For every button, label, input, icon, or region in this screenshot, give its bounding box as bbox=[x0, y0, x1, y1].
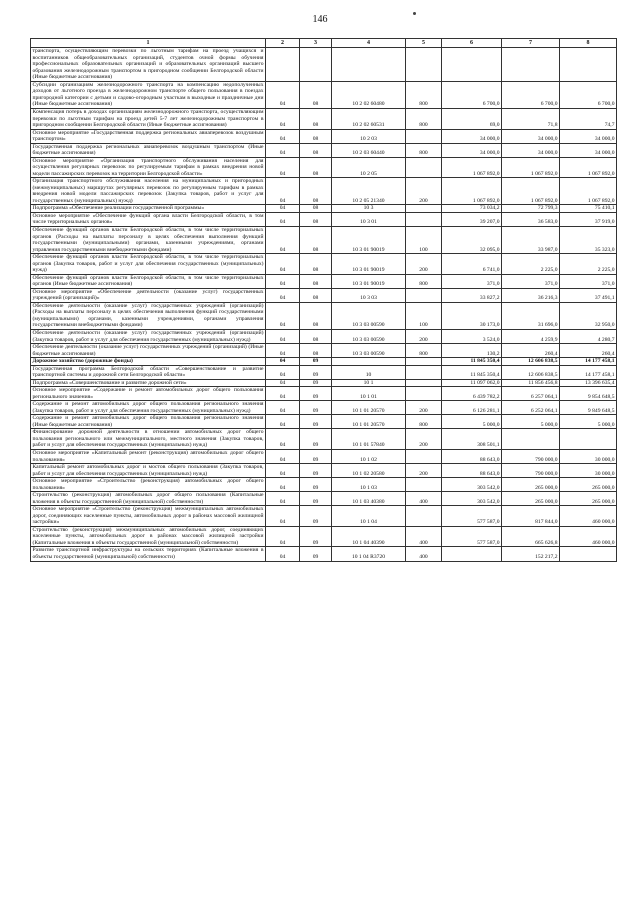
amount-year1-cell: 34 000,0 bbox=[442, 143, 502, 157]
expense-type-cell bbox=[406, 358, 442, 366]
table-row bbox=[31, 379, 617, 387]
expense-type-cell: 800 bbox=[406, 108, 442, 129]
expense-type-cell bbox=[406, 379, 442, 387]
amount-year1-cell: 1 067 892,0 bbox=[442, 178, 502, 205]
header-col-3: 3 bbox=[300, 39, 332, 48]
subsection-code-cell: 09 bbox=[300, 358, 332, 366]
table-row bbox=[31, 387, 617, 401]
amount-year1-cell: 303 542,0 bbox=[442, 492, 502, 506]
amount-year3-cell: 9 854 648,5 bbox=[560, 387, 617, 401]
amount-year3-cell bbox=[560, 429, 617, 450]
row-name-cell: Основное мероприятие «Содержание и ремонт автомобильных дорог общего пользования регионального значения» bbox=[32, 387, 264, 400]
expense-type-cell bbox=[406, 157, 442, 178]
amount-year1-cell: 39 207,0 bbox=[442, 212, 502, 226]
amount-year1-cell: 371,0 bbox=[442, 274, 502, 288]
target-article-cell: 10 1 02 20580 bbox=[332, 464, 406, 478]
table-row bbox=[31, 178, 617, 205]
amount-year1-cell: 6 439 782,2 bbox=[442, 387, 502, 401]
row-name-cell: Организация транспортного обслуживания населения на муниципальных и пригородных (межмуниципальных) маршрутах регулярных перевозок по регулируемым тарифам в рамках внедрения новой модели пассажирских перевозок (Закупка товаров, работ и услуг для государственных (муниципальных) нужд) bbox=[32, 178, 264, 204]
expense-type-cell: 800 bbox=[406, 344, 442, 358]
expense-type-cell: 400 bbox=[406, 547, 442, 561]
amount-year3-cell: 2 225,0 bbox=[560, 254, 617, 275]
target-article-cell: 10 3 01 bbox=[332, 212, 406, 226]
amount-year1-cell: 6 126 281,1 bbox=[442, 401, 502, 415]
subsection-code-cell: 08 bbox=[300, 143, 332, 157]
expense-type-cell bbox=[406, 212, 442, 226]
header-col-2: 2 bbox=[266, 39, 300, 48]
amount-year2-cell: 152 217,2 bbox=[502, 547, 560, 561]
table-row bbox=[31, 329, 617, 343]
amount-year3-cell: 9 849 648,5 bbox=[560, 401, 617, 415]
section-code-cell: 04 bbox=[266, 429, 300, 450]
expense-type-cell bbox=[406, 478, 442, 492]
expense-type-cell: 200 bbox=[406, 401, 442, 415]
subsection-code-cell: 08 bbox=[300, 212, 332, 226]
amount-year1-cell: 577 587,0 bbox=[442, 506, 502, 527]
target-article-cell: 10 3 03 00590 bbox=[332, 329, 406, 343]
section-code-cell: 04 bbox=[266, 344, 300, 358]
subsection-code-cell: 08 bbox=[300, 129, 332, 143]
amount-year3-cell bbox=[560, 48, 617, 82]
target-article-cell: 10 1 03 bbox=[332, 478, 406, 492]
table-row bbox=[31, 365, 617, 379]
amount-year2-cell: 265 000,0 bbox=[502, 492, 560, 506]
subsection-code-cell: 09 bbox=[300, 379, 332, 387]
table-row bbox=[31, 143, 617, 157]
target-article-cell: 10 3 bbox=[332, 205, 406, 213]
row-name-cell: Обеспечение функций органов власти Белгородской области, в том числе территориальных органов (Расходы на выплаты персоналу в целях обеспечения выполнения функций государственными (муниципальными) органами, казенными учреждениями, органами управления государственными внебюджетными фондами) bbox=[32, 227, 264, 253]
amount-year1-cell: 11 845 350,4 bbox=[442, 365, 502, 379]
amount-year2-cell: 665 626,8 bbox=[502, 526, 560, 547]
amount-year3-cell: 75 410,1 bbox=[560, 205, 617, 213]
target-article-cell: 10 3 01 90019 bbox=[332, 227, 406, 254]
table-row bbox=[31, 227, 617, 254]
target-article-cell: 10 1 03 40380 bbox=[332, 492, 406, 506]
target-article-cell: 10 2 05 21340 bbox=[332, 178, 406, 205]
section-code-cell: 04 bbox=[266, 547, 300, 561]
amount-year3-cell: 460 000,0 bbox=[560, 526, 617, 547]
subsection-code-cell: 08 bbox=[300, 108, 332, 129]
row-name-cell: Развитие транспортной инфраструктуры на сельских территориях (Капитальные вложения в объекты государственной (муниципальной) собственности) bbox=[32, 547, 264, 560]
amount-year1-cell: 88 643,0 bbox=[442, 450, 502, 464]
subsection-code-cell: 09 bbox=[300, 450, 332, 464]
amount-year2-cell: 5 000,0 bbox=[502, 415, 560, 429]
amount-year3-cell: 265 000,0 bbox=[560, 492, 617, 506]
target-article-cell: 10 1 01 57840 bbox=[332, 429, 406, 450]
expense-type-cell: 200 bbox=[406, 429, 442, 450]
amount-year2-cell: 6 252 064,1 bbox=[502, 401, 560, 415]
subsection-code-cell: 09 bbox=[300, 415, 332, 429]
table-row bbox=[31, 157, 617, 178]
section-code-cell: 04 bbox=[266, 415, 300, 429]
row-name-cell: Строительство (реконструкция) межмуниципальных автомобильных дорог, соединяющих населенные пункты, автомобильных дорог в районах массовой жилищной застройки (Капитальные вложения в объекты государственной (муниципальной) собственности) bbox=[32, 526, 264, 546]
expense-type-cell: 200 bbox=[406, 464, 442, 478]
row-name-cell: Подпрограмма «Обеспечение реализации государственной программы» bbox=[31, 205, 266, 213]
amount-year2-cell: 4 259,9 bbox=[502, 329, 560, 343]
row-name-cell: Основное мероприятие «Организация транспортного обслуживания населения для осуществления регулярных перевозок по регулируемым тарифам в рамках внедрения новой модели пассажирских перевозок на территории Белгородской области» bbox=[32, 157, 264, 177]
row-name-cell: Основное мероприятие «Капитальный ремонт (реконструкция) автомобильных дорог общего пользования» bbox=[32, 450, 264, 463]
subsection-code-cell: 09 bbox=[300, 387, 332, 401]
amount-year3-cell: 265 000,0 bbox=[560, 478, 617, 492]
subsection-code-cell: 09 bbox=[300, 429, 332, 450]
amount-year1-cell: 6 700,0 bbox=[442, 81, 502, 108]
amount-year2-cell: 1 067 892,0 bbox=[502, 157, 560, 178]
target-article-cell bbox=[332, 48, 406, 82]
amount-year3-cell: 14 177 458,1 bbox=[560, 365, 617, 379]
amount-year2-cell: 33 987,0 bbox=[502, 227, 560, 254]
amount-year3-cell: 460 000,0 bbox=[560, 506, 617, 527]
row-name-cell: Обеспечение функций органов власти Белгородской области, в том числе территориальных органов (Иные бюджетные ассигнования) bbox=[32, 274, 264, 288]
row-name-cell: Основное мероприятие «Строительство (реконструкция) автомобильных дорог общего пользования» bbox=[32, 478, 264, 491]
budget-table-container bbox=[30, 38, 616, 562]
target-article-cell: 10 3 03 00590 bbox=[332, 302, 406, 329]
table-row bbox=[31, 450, 617, 464]
row-name-cell: Подпрограмма «Совершенствование и развитие дорожной сети» bbox=[31, 379, 266, 387]
amount-year2-cell: 371,0 bbox=[502, 274, 560, 288]
amount-year2-cell: 72 799,3 bbox=[502, 205, 560, 213]
table-row bbox=[31, 415, 617, 429]
table-row bbox=[31, 464, 617, 478]
table-row bbox=[31, 429, 617, 450]
header-col-4: 4 bbox=[332, 39, 406, 48]
row-name-cell: Основное мероприятие «Обеспечение деятельности (оказание услуг) государственных учреждений (организаций)» bbox=[32, 288, 264, 302]
amount-year1-cell: 577 587,0 bbox=[442, 526, 502, 547]
amount-year1-cell: 5 000,0 bbox=[442, 415, 502, 429]
section-code-cell: 04 bbox=[266, 143, 300, 157]
table-row bbox=[31, 274, 617, 288]
section-code-cell: 04 bbox=[266, 129, 300, 143]
subsection-code-cell: 08 bbox=[300, 178, 332, 205]
table-row bbox=[31, 401, 617, 415]
header-row bbox=[31, 39, 617, 48]
table-row bbox=[31, 492, 617, 506]
section-code-cell: 04 bbox=[266, 329, 300, 343]
subsection-code-cell: 09 bbox=[300, 401, 332, 415]
table-row bbox=[31, 547, 617, 561]
section-code-cell: 04 bbox=[266, 358, 300, 366]
amount-year2-cell: 2 225,0 bbox=[502, 254, 560, 275]
amount-year2-cell: 817 844,0 bbox=[502, 506, 560, 527]
section-code-cell: 04 bbox=[266, 302, 300, 329]
table-row bbox=[31, 288, 617, 302]
section-code-cell: 04 bbox=[266, 506, 300, 527]
table-row bbox=[31, 254, 617, 275]
section-code-cell: 04 bbox=[266, 492, 300, 506]
section-code-cell: 04 bbox=[266, 254, 300, 275]
target-article-cell: 10 3 01 90019 bbox=[332, 274, 406, 288]
expense-type-cell bbox=[406, 129, 442, 143]
amount-year3-cell: 260,4 bbox=[560, 344, 617, 358]
target-article-cell: 10 1 01 20570 bbox=[332, 415, 406, 429]
table-row bbox=[31, 48, 617, 82]
row-name-cell: Обеспечение деятельности (оказание услуг) государственных учреждений (организаций) (Закупка товаров, работ и услуг для обеспечения государственных (муниципальных) нужд) bbox=[32, 329, 264, 343]
target-article-cell: 10 2 02 60531 bbox=[332, 108, 406, 129]
section-code-cell: 04 bbox=[266, 450, 300, 464]
amount-year3-cell: 14 177 458,1 bbox=[560, 358, 617, 366]
amount-year2-cell bbox=[502, 48, 560, 82]
section-code-cell: 04 bbox=[266, 365, 300, 379]
row-name-cell: Государственная поддержка региональных авиаперевозок воздушным транспортом (Иные бюджетные ассигнования) bbox=[32, 143, 264, 157]
row-name-cell: транспорта, осуществляющим перевозки по льготным тарифам на проезд учащихся и воспитанников общеобразовательных организаций, студентов очной формы обучения профессиональных образовательных организаций и образовательных организаций высшего образования железнодорожным транспортом в пригородном сообщении Белгородской области (Иные бюджетные ассигнования) bbox=[32, 48, 264, 81]
amount-year1-cell bbox=[442, 48, 502, 82]
amount-year2-cell: 36 216,3 bbox=[502, 288, 560, 302]
amount-year3-cell: 35 323,0 bbox=[560, 227, 617, 254]
target-article-cell: 10 3 03 bbox=[332, 288, 406, 302]
target-article-cell: 10 1 01 20570 bbox=[332, 401, 406, 415]
row-name-cell: Обеспечение функций органов власти Белгородской области, в том числе территориальных органов (Закупка товаров, работ и услуг для обеспечения государственных (муниципальных) нужд) bbox=[32, 254, 264, 274]
amount-year3-cell: 4 280,7 bbox=[560, 329, 617, 343]
expense-type-cell bbox=[406, 365, 442, 379]
table-row bbox=[31, 506, 617, 527]
target-article-cell: 10 3 01 90019 bbox=[332, 254, 406, 275]
subsection-code-cell: 08 bbox=[300, 274, 332, 288]
amount-year1-cell: 1 067 892,0 bbox=[442, 157, 502, 178]
target-article-cell: 10 bbox=[332, 365, 406, 379]
target-article-cell: 10 1 04 40390 bbox=[332, 526, 406, 547]
amount-year2-cell: 11 856 456,8 bbox=[502, 379, 560, 387]
section-code-cell: 04 bbox=[266, 401, 300, 415]
amount-year1-cell: 34 000,0 bbox=[442, 129, 502, 143]
section-code-cell: 04 bbox=[266, 464, 300, 478]
subsection-code-cell: 09 bbox=[300, 506, 332, 527]
row-name-cell: Основное мероприятие «Обеспечение функций органа власти Белгородской области, в том числе территориальных органов» bbox=[32, 212, 264, 226]
amount-year2-cell: 265 000,0 bbox=[502, 478, 560, 492]
expense-type-cell bbox=[406, 387, 442, 401]
amount-year2-cell: 6 257 064,1 bbox=[502, 387, 560, 401]
amount-year3-cell: 30 000,0 bbox=[560, 464, 617, 478]
subsection-code-cell: 08 bbox=[300, 302, 332, 329]
subsection-code-cell: 09 bbox=[300, 492, 332, 506]
section-code-cell: 04 bbox=[266, 108, 300, 129]
amount-year1-cell bbox=[442, 547, 502, 561]
subsection-code-cell: 08 bbox=[300, 288, 332, 302]
section-code-cell: 04 bbox=[266, 288, 300, 302]
table-row bbox=[31, 212, 617, 226]
amount-year2-cell: 34 000,0 bbox=[502, 143, 560, 157]
subsection-code-cell: 09 bbox=[300, 464, 332, 478]
row-name-cell: Субсидии организациям железнодорожного транспорта на компенсацию недополученных доходов от льготного проезда в железнодорожном транспорте общего пользования в поездах пригородной категории с детьми и садово-огородным участкам в выходные и праздничные дни (Иные бюджетные ассигнования) bbox=[32, 81, 264, 108]
amount-year1-cell: 33 827,2 bbox=[442, 288, 502, 302]
amount-year2-cell: 6 700,0 bbox=[502, 81, 560, 108]
row-name-cell: Компенсация потерь в доходах организациям железнодорожного транспорта, осуществляющим перевозки по льготным тарифам на проезд детей 5-7 лет железнодорожным транспортом в пригородном сообщении Белгородской области (Иные бюджетные ассигнования) bbox=[32, 108, 264, 129]
row-name-cell: Содержание и ремонт автомобильных дорог общего пользования регионального значения (Закупка товаров, работ и услуг для обеспечения государственных (муниципальных) нужд) bbox=[32, 401, 264, 414]
row-name-cell: Строительство (реконструкция) автомобильных дорог общего пользования (Капитальные вложения в объекты государственной (муниципальной) собственности) bbox=[32, 492, 264, 505]
amount-year2-cell: 71,8 bbox=[502, 108, 560, 129]
header-col-8: 8 bbox=[560, 39, 617, 48]
table-row bbox=[31, 344, 617, 358]
expense-type-cell: 400 bbox=[406, 526, 442, 547]
amount-year3-cell: 1 067 892,0 bbox=[560, 178, 617, 205]
row-name-cell: Основное мероприятие «Строительство (реконструкция) межмуниципальных автомобильных дорог, соединяющих населенные пункты, автомобильных дорог в районах массовой жилищной застройки» bbox=[32, 506, 264, 526]
section-code-cell: 04 bbox=[266, 227, 300, 254]
section-code-cell: 04 bbox=[266, 379, 300, 387]
expense-type-cell: 800 bbox=[406, 415, 442, 429]
header-col-5: 5 bbox=[406, 39, 442, 48]
page-number: 146 bbox=[312, 14, 328, 25]
amount-year3-cell: 5 000,0 bbox=[560, 415, 617, 429]
expense-type-cell: 800 bbox=[406, 143, 442, 157]
amount-year1-cell: 3 524,0 bbox=[442, 329, 502, 343]
row-name-cell: Финансирование дорожной деятельности в отношении автомобильных дорог общего пользования регионального или межмуниципального, местного значения (Закупка товаров, работ и услуг для обеспечения государственных (муниципальных) нужд) bbox=[32, 429, 264, 449]
row-name-cell: Государственная программа Белгородской области «Совершенствование и развитие транспортной системы и дорожной сети Белгородской области» bbox=[32, 365, 264, 379]
target-article-cell: 10 3 03 00590 bbox=[332, 344, 406, 358]
row-name-cell: Обеспечение деятельности (оказание услуг) государственных учреждений (организаций) (Расходы на выплаты персоналу в целях обеспечения выполнения функций государственными (муниципальными) органами, казенными учреждениями, органами управления государственными внебюджетными фондами) bbox=[32, 302, 264, 329]
expense-type-cell bbox=[406, 48, 442, 82]
section-code-cell: 04 bbox=[266, 212, 300, 226]
expense-type-cell: 800 bbox=[406, 274, 442, 288]
target-article-cell: 10 1 04 bbox=[332, 506, 406, 527]
target-article-cell bbox=[332, 358, 406, 366]
table-row bbox=[31, 526, 617, 547]
section-code-cell: 04 bbox=[266, 157, 300, 178]
subsection-code-cell: 08 bbox=[300, 329, 332, 343]
target-article-cell: 10 1 04 R3720 bbox=[332, 547, 406, 561]
amount-year2-cell: 790 000,0 bbox=[502, 464, 560, 478]
amount-year1-cell: 6 741,0 bbox=[442, 254, 502, 275]
expense-type-cell: 100 bbox=[406, 302, 442, 329]
table-row bbox=[31, 205, 617, 213]
amount-year2-cell: 260,4 bbox=[502, 344, 560, 358]
amount-year2-cell: 12 606 838,5 bbox=[502, 365, 560, 379]
table-row bbox=[31, 129, 617, 143]
amount-year1-cell: 32 095,0 bbox=[442, 227, 502, 254]
section-code-cell: 04 bbox=[266, 205, 300, 213]
row-name-cell: Обеспечение деятельности (оказание услуг) государственных учреждений (организаций) (Иные бюджетные ассигнования) bbox=[32, 344, 264, 357]
header-col-1: 1 bbox=[31, 39, 266, 48]
amount-year3-cell: 30 000,0 bbox=[560, 450, 617, 464]
target-article-cell: 10 2 05 bbox=[332, 157, 406, 178]
table-row bbox=[31, 358, 617, 366]
expense-type-cell bbox=[406, 506, 442, 527]
section-code-cell: 04 bbox=[266, 478, 300, 492]
section-code-cell: 04 bbox=[266, 178, 300, 205]
subsection-code-cell: 08 bbox=[300, 227, 332, 254]
subsection-code-cell: 08 bbox=[300, 205, 332, 213]
amount-year2-cell: 34 000,0 bbox=[502, 129, 560, 143]
expense-type-cell: 800 bbox=[406, 81, 442, 108]
amount-year1-cell: 30 173,0 bbox=[442, 302, 502, 329]
table-header bbox=[31, 39, 617, 48]
amount-year1-cell: 88 643,0 bbox=[442, 464, 502, 478]
row-name-cell: Дорожное хозяйство (дорожные фонды) bbox=[31, 358, 266, 366]
target-article-cell: 10 1 02 bbox=[332, 450, 406, 464]
amount-year2-cell: 36 583,0 bbox=[502, 212, 560, 226]
subsection-code-cell: 09 bbox=[300, 478, 332, 492]
table-row bbox=[31, 108, 617, 129]
subsection-code-cell: 08 bbox=[300, 344, 332, 358]
target-article-cell: 10 2 03 bbox=[332, 129, 406, 143]
header-col-6: 6 bbox=[442, 39, 502, 48]
amount-year3-cell: 37 491,1 bbox=[560, 288, 617, 302]
expense-type-cell: 200 bbox=[406, 254, 442, 275]
amount-year3-cell: 34 000,0 bbox=[560, 129, 617, 143]
amount-year1-cell: 73 034,2 bbox=[442, 205, 502, 213]
amount-year2-cell bbox=[502, 429, 560, 450]
row-name-cell: Содержание и ремонт автомобильных дорог общего пользования регионального значения (Иные бюджетные ассигнования) bbox=[32, 415, 264, 428]
amount-year2-cell: 12 606 838,5 bbox=[502, 358, 560, 366]
target-article-cell: 10 2 02 60480 bbox=[332, 81, 406, 108]
amount-year1-cell: 11 845 350,4 bbox=[442, 358, 502, 366]
header-col-7: 7 bbox=[502, 39, 560, 48]
expense-type-cell bbox=[406, 450, 442, 464]
subsection-code-cell: 09 bbox=[300, 526, 332, 547]
expense-type-cell bbox=[406, 288, 442, 302]
table-row bbox=[31, 81, 617, 108]
amount-year3-cell: 13 396 635,4 bbox=[560, 379, 617, 387]
amount-year2-cell: 790 000,0 bbox=[502, 450, 560, 464]
amount-year2-cell: 31 696,0 bbox=[502, 302, 560, 329]
amount-year3-cell: 37 919,0 bbox=[560, 212, 617, 226]
target-article-cell: 10 1 01 bbox=[332, 387, 406, 401]
amount-year3-cell bbox=[560, 547, 617, 561]
expense-type-cell: 400 bbox=[406, 492, 442, 506]
expense-type-cell: 100 bbox=[406, 227, 442, 254]
amount-year1-cell: 130,2 bbox=[442, 344, 502, 358]
expense-type-cell: 200 bbox=[406, 178, 442, 205]
subsection-code-cell: 08 bbox=[300, 254, 332, 275]
amount-year1-cell: 303 542,0 bbox=[442, 478, 502, 492]
amount-year1-cell: 69,0 bbox=[442, 108, 502, 129]
amount-year1-cell: 308 501,1 bbox=[442, 429, 502, 450]
target-article-cell: 10 1 bbox=[332, 379, 406, 387]
amount-year3-cell: 34 000,0 bbox=[560, 143, 617, 157]
section-code-cell: 04 bbox=[266, 387, 300, 401]
amount-year3-cell: 6 700,0 bbox=[560, 81, 617, 108]
amount-year3-cell: 74,7 bbox=[560, 108, 617, 129]
amount-year3-cell: 32 950,0 bbox=[560, 302, 617, 329]
target-article-cell: 10 2 03 60440 bbox=[332, 143, 406, 157]
scan-speck bbox=[413, 12, 416, 15]
table-row bbox=[31, 302, 617, 329]
section-code-cell: 04 bbox=[266, 274, 300, 288]
subsection-code-cell: 09 bbox=[300, 365, 332, 379]
subsection-code-cell: 09 bbox=[300, 547, 332, 561]
subsection-code-cell: 08 bbox=[300, 157, 332, 178]
table-row bbox=[31, 478, 617, 492]
amount-year1-cell: 11 097 062,0 bbox=[442, 379, 502, 387]
amount-year2-cell: 1 067 892,0 bbox=[502, 178, 560, 205]
row-name-cell: Капитальный ремонт автомобильных дорог и мостов общего пользования (Закупка товаров, работ и услуг для обеспечения государственных (муниципальных) нужд) bbox=[32, 464, 264, 477]
amount-year3-cell: 1 067 892,0 bbox=[560, 157, 617, 178]
row-name-cell: Основное мероприятие «Государственная поддержка региональных авиаперевозок воздушным транспортом» bbox=[32, 129, 264, 143]
section-code-cell: 04 bbox=[266, 81, 300, 108]
section-code-cell bbox=[266, 48, 300, 82]
table-body bbox=[31, 48, 617, 561]
expense-type-cell bbox=[406, 205, 442, 213]
budget-table bbox=[30, 38, 617, 562]
subsection-code-cell bbox=[300, 48, 332, 82]
expense-type-cell: 200 bbox=[406, 329, 442, 343]
subsection-code-cell: 08 bbox=[300, 81, 332, 108]
amount-year3-cell: 371,0 bbox=[560, 274, 617, 288]
section-code-cell: 04 bbox=[266, 526, 300, 547]
